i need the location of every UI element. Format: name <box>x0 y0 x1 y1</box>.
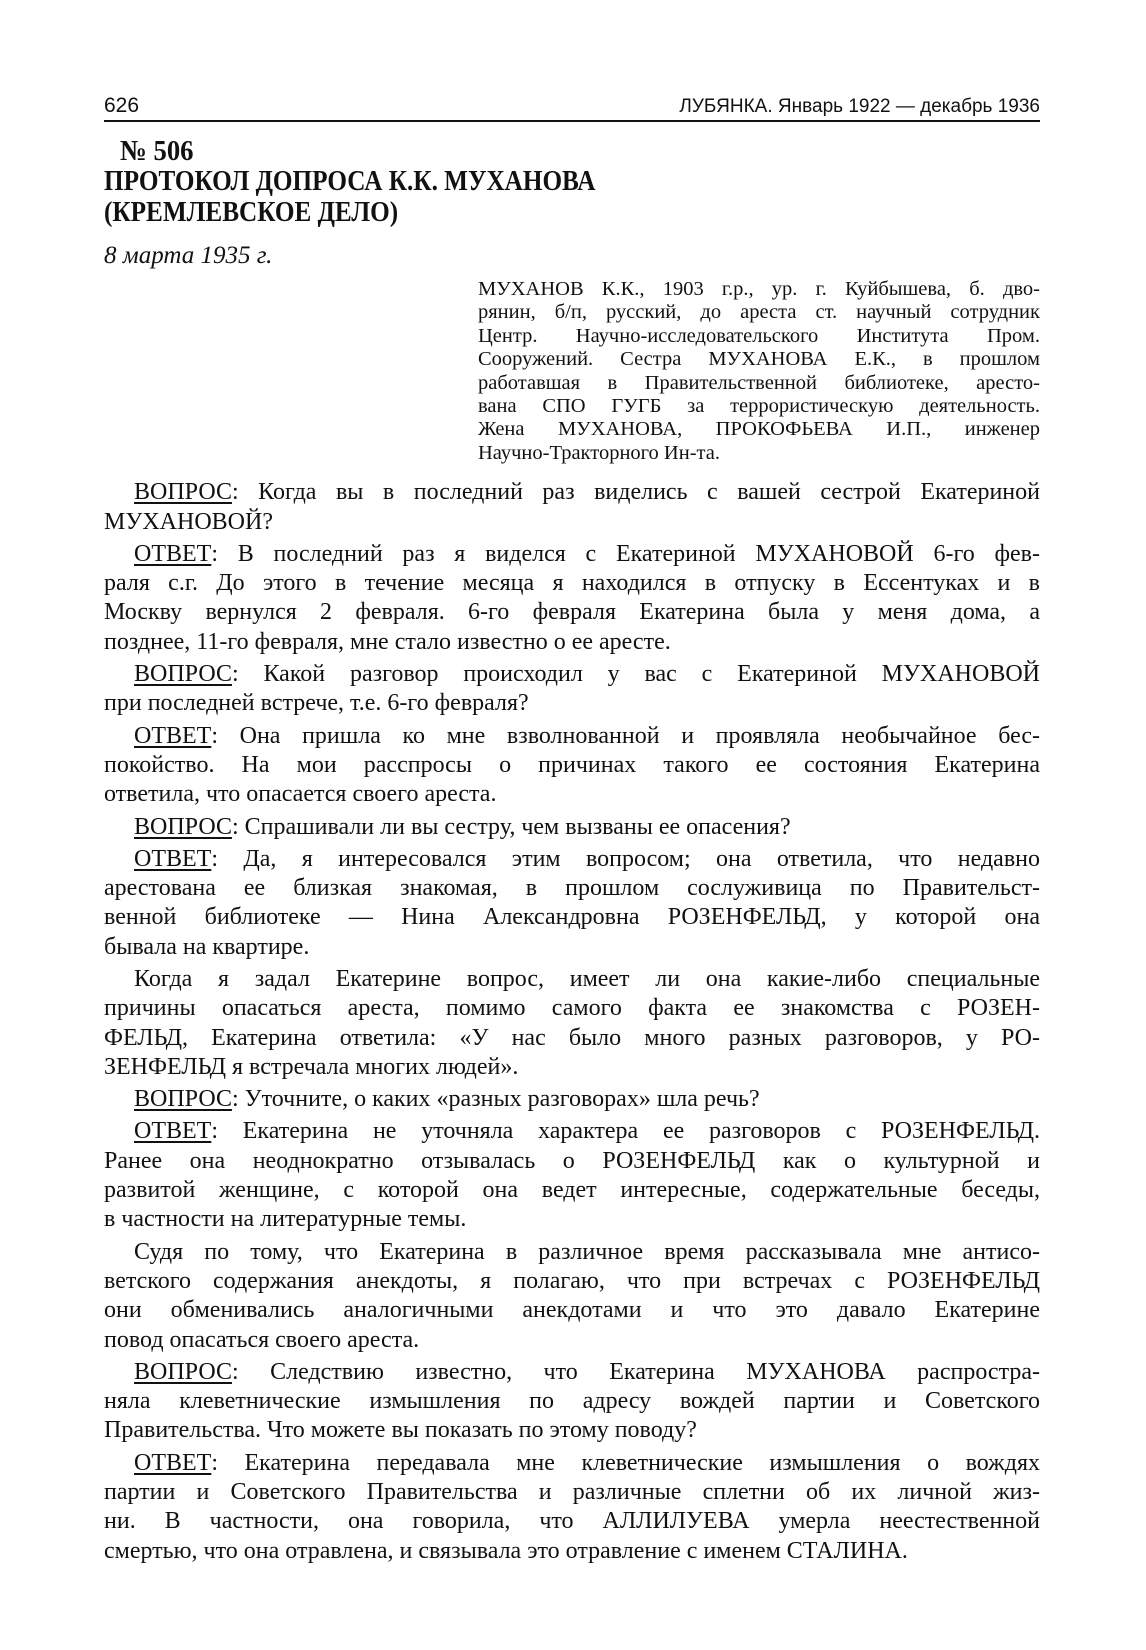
paragraph-line <box>104 1326 1040 1355</box>
question-label: ВОПРОС <box>134 661 232 688</box>
answer-label: ОТВЕТ <box>134 845 212 872</box>
abstract-line: рянин, б/п, русский, до ареста ст. научный сотрудник <box>478 301 1040 324</box>
question-label: ВОПРОС <box>134 479 232 506</box>
document-number: № 506 <box>120 135 194 167</box>
paragraph-line <box>104 1024 1040 1053</box>
paragraph-line <box>104 1416 1040 1445</box>
question-paragraph <box>104 1358 1040 1446</box>
abstract-line: Научно-Тракторного Ин-та. <box>478 441 720 464</box>
paragraph-line <box>104 1085 1040 1114</box>
abstract-line: МУХАНОВ К.К., 1903 г.р., ур. г. Куйбышева, б. дво- <box>478 278 1040 300</box>
paragraph-line <box>104 845 1040 874</box>
line-text: : Екатерина передавала мне клеветнические измышления о вождях <box>211 1449 1040 1476</box>
line-text: ЗЕНФЕЛЬД я встречала многих людей». <box>104 1053 519 1080</box>
question-label: ВОПРОС <box>134 1358 232 1385</box>
line-text: позднее, 11-го февраля, мне стало известно о ее аресте. <box>104 628 671 655</box>
paragraph-line <box>104 1238 1040 1267</box>
line-text: развитой женщине, с которой она ведет интересные, содержательные беседы, <box>104 1177 1040 1204</box>
question-label: ВОПРОС <box>134 1086 232 1113</box>
line-text: : Следствию известно, что Екатерина МУХАНОВА распростра- <box>231 1358 1040 1385</box>
document-title-line: ПРОТОКОЛ ДОПРОСА К.К. МУХАНОВА <box>104 166 596 197</box>
document-page <box>104 90 1040 1569</box>
document-date: 8 марта 1935 г. <box>104 242 273 269</box>
question-paragraph <box>104 813 1040 842</box>
running-head <box>104 90 1040 122</box>
paragraph-line <box>104 751 1040 780</box>
line-text: ответила, что опасается своего ареста. <box>104 781 497 808</box>
line-text: ветского содержания анекдоты, я полагаю, что при встречах с РОЗЕНФЕЛЬД <box>104 1267 1040 1294</box>
line-text: арестована ее близкая знакомая, в прошлом сослуживица по Правительст- <box>104 875 1040 902</box>
line-text: покойство. На мои расспросы о причинах такого ее состояния Екатерина <box>104 751 1040 778</box>
answer-paragraph <box>104 722 1040 810</box>
paragraph-line <box>104 933 1040 962</box>
abstract-line: Сооружений. Сестра МУХАНОВА Е.К., в прошлом <box>478 348 1040 371</box>
text-paragraph <box>104 1238 1040 1355</box>
paragraph-line <box>104 780 1040 809</box>
paragraph-line <box>104 1176 1040 1205</box>
answer-paragraph <box>104 1117 1040 1234</box>
paragraph-line <box>104 569 1040 598</box>
line-text: Ранее она неоднократно отзывалась о РОЗЕНФЕЛЬД как о культурной и <box>104 1147 1040 1174</box>
paragraph-line <box>104 508 1040 537</box>
line-text: Правительства. Что можете вы показать по этому поводу? <box>104 1417 697 1444</box>
document-title-line: (КРЕМЛЕВСКОЕ ДЕЛО) <box>104 197 399 228</box>
paragraph-line <box>104 1387 1040 1416</box>
line-text: : Спрашивали ли вы сестру, чем вызваны ее опасения? <box>231 813 791 840</box>
running-title: ЛУБЯНКА. Январь 1922 — декабрь 1936 <box>679 96 1040 117</box>
paragraph-line <box>104 1358 1040 1387</box>
line-text: повод опасаться своего ареста. <box>104 1326 420 1353</box>
text-paragraph <box>104 965 1040 1082</box>
paragraph-line <box>104 540 1040 569</box>
paragraph-line <box>104 903 1040 932</box>
document-title <box>104 166 946 228</box>
answer-label: ОТВЕТ <box>134 1449 212 1476</box>
line-text: смертью, что она отравлена, и связывала это отравление с именем СТАЛИНА. <box>104 1537 908 1564</box>
line-text: ФЕЛЬД, Екатерина ответила: «У нас было много разных разговоров, у РО- <box>104 1024 1040 1051</box>
answer-label: ОТВЕТ <box>134 1118 212 1145</box>
line-text: венной библиотеке — Нина Александровна РОЗЕНФЕЛЬД, у которой она <box>104 904 1040 931</box>
line-text: Судя по тому, что Екатерина в различное время рассказывала мне антисо- <box>134 1238 1040 1265</box>
answer-paragraph <box>104 845 1040 962</box>
line-text: : Какой разговор происходил у вас с Екатериной МУХАНОВОЙ <box>231 661 1040 688</box>
paragraph-line <box>104 598 1040 627</box>
document-abstract <box>478 278 1040 465</box>
paragraph-line <box>104 722 1040 751</box>
paragraph-line <box>104 874 1040 903</box>
paragraph-line <box>104 1537 1040 1566</box>
paragraph-line <box>104 1205 1040 1234</box>
line-text: : Да, я интересовался этим вопросом; она ответила, что недавно <box>211 845 1040 872</box>
line-text: Москву вернулся 2 февраля. 6-го февраля Екатерина была у меня дома, а <box>104 599 1040 626</box>
line-text: МУХАНОВОЙ? <box>104 508 273 535</box>
question-paragraph <box>104 660 1040 719</box>
paragraph-line <box>104 628 1040 657</box>
line-text: : В последний раз я виделся с Екатериной МУХАНОВОЙ 6-го фев- <box>211 540 1040 567</box>
abstract-line: работавшая в Правительственной библиотеке, аресто- <box>478 371 1040 394</box>
paragraph-line <box>104 1053 1040 1082</box>
line-text: ни. В частности, она говорила, что АЛЛИЛУЕВА умерла неестественной <box>104 1508 1040 1535</box>
line-text: : Она пришла ко мне взволнованной и проявляла необычайное бес- <box>211 722 1040 749</box>
line-text: няла клеветнические измышления по адресу вождей партии и Советского <box>104 1388 1040 1415</box>
line-text: партии и Советского Правительства и различные сплетни об их личной жиз- <box>104 1479 1040 1506</box>
answer-paragraph <box>104 1449 1040 1566</box>
answer-label: ОТВЕТ <box>134 540 212 567</box>
paragraph-line <box>104 478 1040 507</box>
answer-paragraph <box>104 540 1040 657</box>
abstract-line: Центр. Научно-исследовательского Института Пром. <box>478 324 1040 347</box>
paragraph-line <box>104 1267 1040 1296</box>
paragraph-line <box>104 965 1040 994</box>
question-paragraph <box>104 1085 1040 1114</box>
paragraph-line <box>104 1478 1040 1507</box>
paragraph-line <box>104 1117 1040 1146</box>
page-number: 626 <box>104 94 140 117</box>
line-text: бывала на квартире. <box>104 933 310 960</box>
line-text: причины опасаться ареста, помимо самого факта ее знакомства с РОЗЕН- <box>104 995 1040 1022</box>
paragraph-line <box>104 1147 1040 1176</box>
question-paragraph <box>104 478 1040 537</box>
abstract-line: Жена МУХАНОВА, ПРОКОФЬЕВА И.П., инженер <box>478 418 1040 441</box>
line-text: в частности на литературные темы. <box>104 1206 467 1233</box>
paragraph-line <box>104 689 1040 718</box>
paragraph-line <box>104 660 1040 689</box>
answer-label: ОТВЕТ <box>134 722 212 749</box>
line-text: Когда я задал Екатерине вопрос, имеет ли она какие-либо специальные <box>134 966 1040 992</box>
abstract-line: вана СПО ГУГБ за террористическую деятельность. <box>478 395 1040 418</box>
line-text: : Уточните, о каких «разных разговорах» шла речь? <box>231 1086 760 1113</box>
line-text: они обменивались аналогичными анекдотами и что это давало Екатерине <box>104 1297 1040 1324</box>
paragraph-line <box>104 813 1040 842</box>
question-label: ВОПРОС <box>134 813 232 840</box>
paragraph-line <box>104 1507 1040 1536</box>
interrogation-body <box>104 478 1040 1566</box>
line-text: при последней встрече, т.е. 6-го февраля? <box>104 690 529 717</box>
paragraph-line <box>104 994 1040 1023</box>
line-text: : Екатерина не уточняла характера ее разговоров с РОЗЕНФЕЛЬД. <box>211 1118 1040 1145</box>
line-text: : Когда вы в последний раз виделись с вашей сестрой Екатериной <box>231 479 1040 506</box>
line-text: раля с.г. До этого в течение месяца я находился в отпуску в Ессентуках и в <box>104 570 1040 597</box>
paragraph-line <box>104 1296 1040 1325</box>
paragraph-line <box>104 1449 1040 1478</box>
